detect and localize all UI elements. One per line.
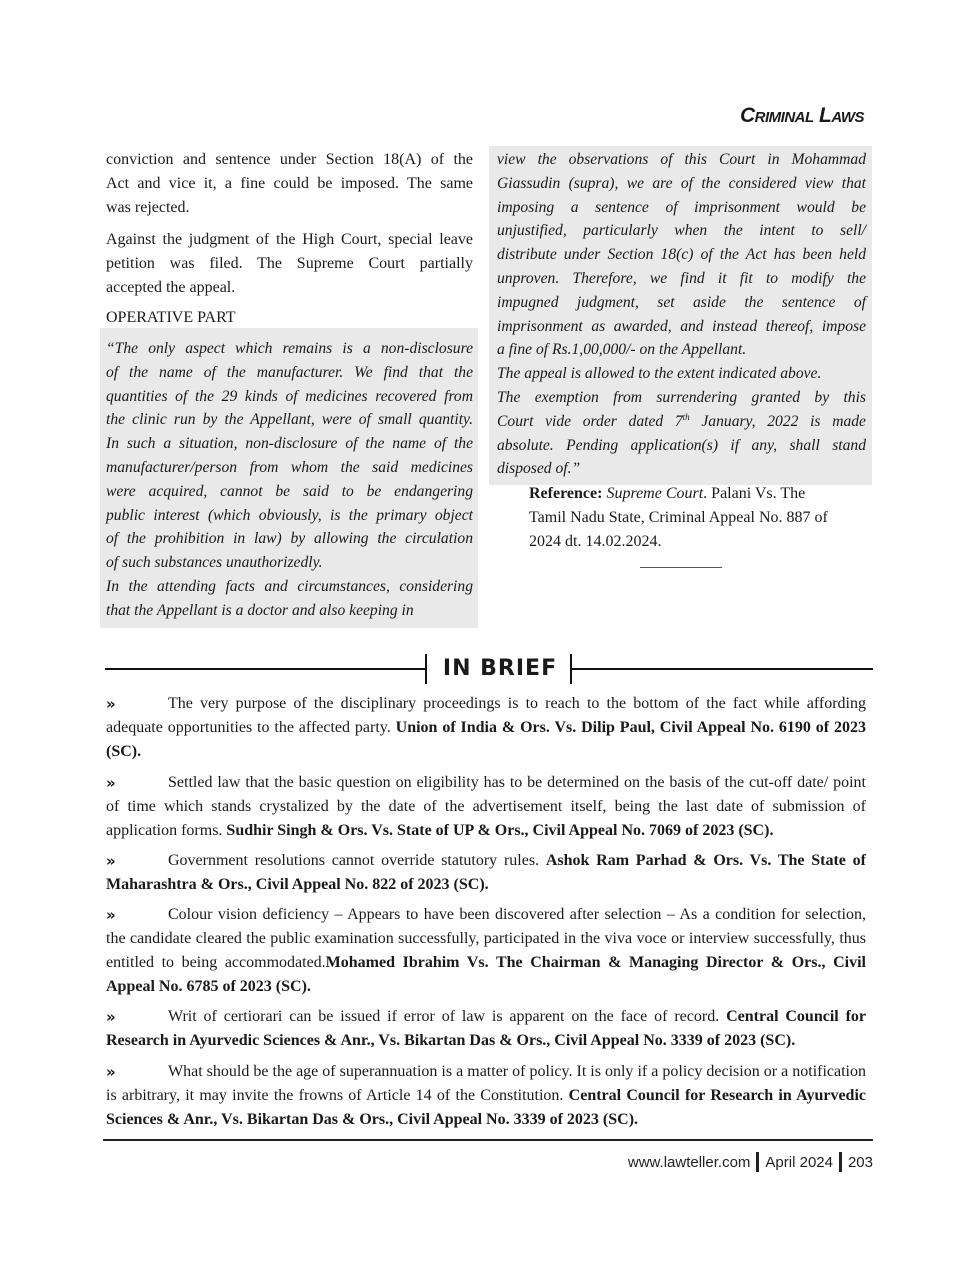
left-para-1 <box>106 148 473 219</box>
text-line: were acquired, cannot be said to be endangering <box>106 482 473 500</box>
divider <box>572 668 873 670</box>
end-divider <box>640 567 722 568</box>
text-line: In the attending facts and circumstances, considering <box>106 577 473 595</box>
text-line: unjustified, particularly when the intent to sell/ <box>497 222 866 240</box>
text-line: public interest (which obviously, is the primary object <box>106 506 473 524</box>
footer <box>628 1152 873 1172</box>
text-line: of the prohibition in law) by allowing the circulation <box>106 530 473 548</box>
text-line: of the name of the manufacturer. We find that the <box>106 363 473 381</box>
in-brief-item <box>106 1005 866 1053</box>
in-brief-item <box>106 903 866 999</box>
case-citation: Central Council for Research in Ayurvedic Sciences & Anr., Vs. Bikartan Das & Ors., Civil Appeal No. 3339 of 2023 (SC). <box>106 1008 867 1049</box>
reference-line-2: Tamil Nadu State, Criminal Appeal No. 887 of <box>529 509 828 526</box>
right-quote <box>497 148 866 481</box>
text-line: a fine of Rs.1,00,000/- on the Appellant. <box>497 341 747 359</box>
divider <box>425 654 427 684</box>
case-citation: Central Council for Research in Ayurvedic Sciences & Anr., Vs. Bikartan Das & Ors., Civil Appeal No. 3339 of 2023 (SC). <box>106 1087 866 1128</box>
double-chevron-right-icon: » <box>106 1008 116 1026</box>
footer-rule <box>103 1139 873 1141</box>
website-link[interactable]: www.lawteller.com <box>627 1153 751 1171</box>
text-line: distribute under Section 18(c) of the Act has been held <box>497 246 866 264</box>
text-line: Against the judgment of the High Court, special leave <box>106 231 473 248</box>
text-line: manufacturer/person from whom the said medicines <box>106 458 473 476</box>
divider <box>756 1152 759 1172</box>
case-citation: Mohamed Ibrahim Vs. The Chairman & Managing Director & Ors., Civil Appeal No. 6785 of 2023 (SC). <box>106 954 866 995</box>
text-line: unproven. Therefore, we find it fit to modify the <box>497 269 866 287</box>
reference-case: . Palani Vs. The <box>703 485 806 502</box>
text-line: imprisonment as awarded, and instead thereof, impose <box>497 317 866 335</box>
text-line: was rejected. <box>106 198 190 216</box>
text-line: conviction and sentence under Section 18(A) of the <box>106 151 473 168</box>
case-citation: Union of India & Ors. Vs. Dilip Paul, Civil Appeal No. 6190 of 2023 (SC). <box>106 719 866 760</box>
reference-line-3: 2024 dt. 14.02.2024. <box>529 533 662 550</box>
text-line: disposed of.” <box>497 460 581 478</box>
text-line: quantities of the 29 kinds of medicines recovered from <box>106 387 473 405</box>
case-citation: Ashok Ram Parhad & Ors. Vs. The State of Maharashtra & Ors., Civil Appeal No. 822 of 2023 (SC). <box>106 852 866 893</box>
in-brief-item <box>106 849 866 897</box>
left-para-2 <box>106 228 473 299</box>
text-line: imposing a sentence of imprisonment would be <box>497 198 866 216</box>
in-brief-header <box>105 654 873 684</box>
text-line: “The only aspect which remains is a non-disclosure <box>106 340 473 357</box>
text-line: petition was filed. The Supreme Court partially <box>106 254 473 272</box>
double-chevron-right-icon: » <box>106 852 116 870</box>
text-line: Act and vice it, a fine could be imposed. The same <box>106 174 473 192</box>
section-title: Criminal Laws <box>740 104 864 127</box>
text-line: accepted the appeal. <box>106 278 236 296</box>
brief-text: The very purpose of the disciplinary proceedings is to reach to the bottom of the fact while affording adequate opportunities to the affected party. <box>106 695 866 736</box>
text-line: impugned judgment, set aside the sentence of <box>497 293 866 311</box>
double-chevron-right-icon: » <box>106 774 116 792</box>
page-number: 203 <box>847 1153 873 1171</box>
left-quote <box>106 337 473 623</box>
brief-text: Colour vision deficiency – Appears to have been discovered after selection – As a condition for selection, the candidate cleared the public examination successfully, participated in the viva voce or interview successfully, thus entitled to being accommodated. <box>106 906 866 971</box>
brief-text: Writ of certiorari can be issued if error of law is apparent on the face of record. <box>168 1008 727 1025</box>
text-line: of such substances unauthorizedly. <box>106 554 323 572</box>
text-line: view the observations of this Court in Mohammad <box>497 151 866 168</box>
reference-court: Supreme Court <box>606 485 704 502</box>
brief-text: Government resolutions cannot override statutory rules. <box>168 852 546 869</box>
text-line: that the Appellant is a doctor and also keeping in <box>106 601 414 619</box>
in-brief-item <box>106 692 866 764</box>
brief-text: Settled law that the basic question on eligibility has to be determined on the basis of the cut-off date/ point of time which stands crystalized by the date of the advertisement itself, being the last date of submission of application forms. <box>106 774 866 839</box>
reference-label: Reference: <box>529 485 603 502</box>
case-citation: Sudhir Singh & Ors. Vs. State of UP & Ors., Civil Appeal No. 7069 of 2023 (SC). <box>226 822 774 839</box>
reference <box>529 482 849 554</box>
text-line: The exemption from surrendering granted by this <box>497 388 866 406</box>
text-line: In such a situation, non-disclosure of the name of the <box>106 435 473 453</box>
in-brief-title: IN BRIEF <box>442 656 558 681</box>
divider <box>105 668 425 670</box>
in-brief-item <box>106 771 866 843</box>
in-brief-item <box>106 1060 866 1132</box>
divider <box>839 1152 842 1172</box>
issue-date: April 2024 <box>765 1153 833 1171</box>
double-chevron-right-icon: » <box>106 1063 116 1081</box>
text-line: absolute. Pending application(s) if any, shall stand <box>497 436 866 454</box>
operative-part-heading: OPERATIVE PART <box>106 309 236 326</box>
double-chevron-right-icon: » <box>106 906 116 924</box>
double-chevron-right-icon: » <box>106 695 116 713</box>
brief-text: What should be the age of superannuation is a matter of policy. It is only if a policy decision or a notification is arbitrary, it may invite the frowns of Article 14 of the Constitution. <box>106 1063 866 1104</box>
text-line: the clinic run by the Appellant, were of small quantity. <box>106 411 473 429</box>
text-line: Court vide order dated 7th January, 2022 is made <box>497 411 866 430</box>
text-line: The appeal is allowed to the extent indicated above. <box>497 365 822 383</box>
text-line: Giassudin (supra), we are of the considered view that <box>497 174 866 192</box>
